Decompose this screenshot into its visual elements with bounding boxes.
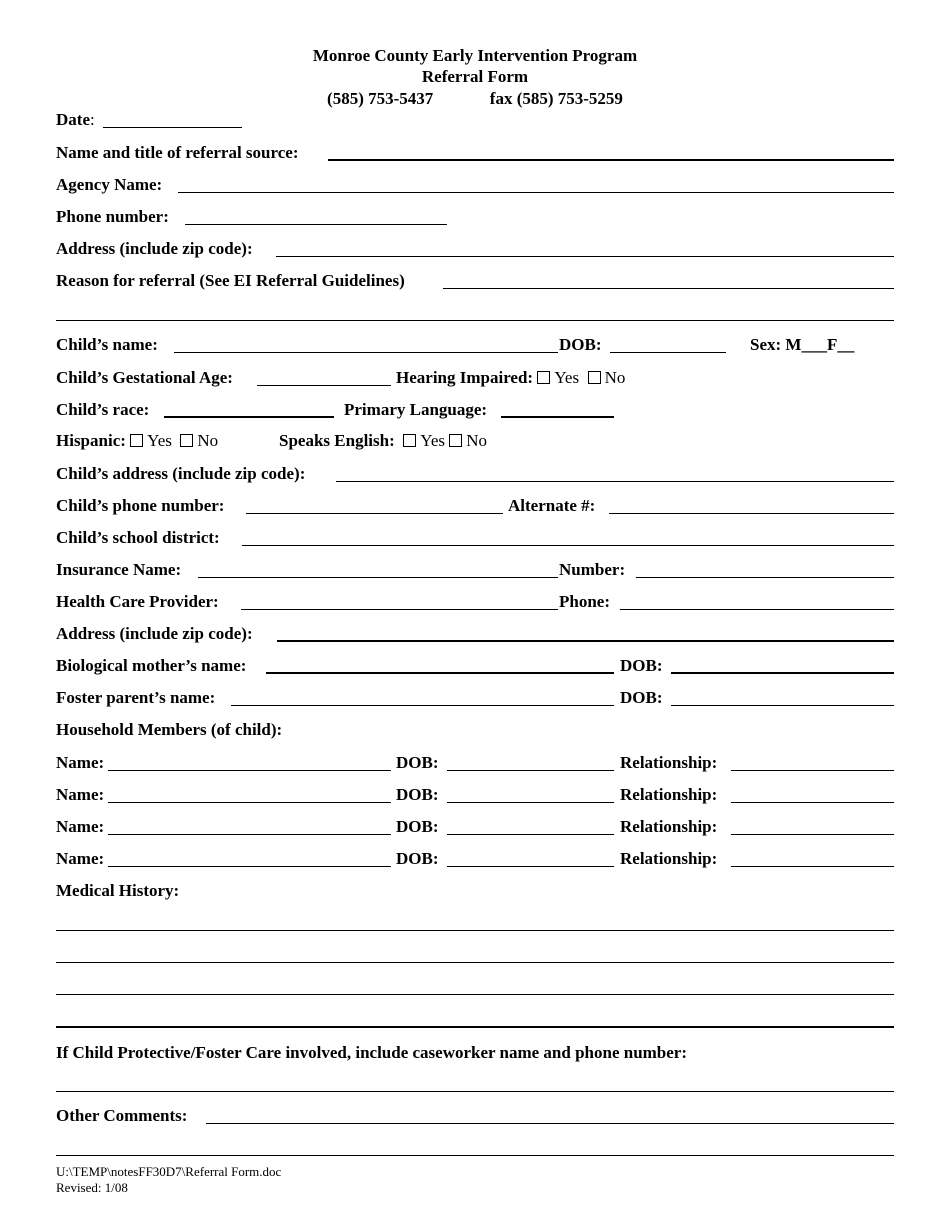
comments-label: Other Comments: [56, 1106, 188, 1125]
hispanic-yes-option[interactable]: Yes [130, 431, 172, 450]
gestational-age-label: Child’s Gestational Age: [56, 368, 233, 387]
form-title: Monroe County Early Intervention Program [312, 46, 638, 65]
hh-dob-field[interactable] [447, 834, 614, 835]
hh-name-field[interactable] [108, 802, 391, 803]
hh-name-label: Name: [56, 785, 105, 804]
household-row [56, 720, 894, 742]
hearing-no-option[interactable]: No [588, 368, 626, 387]
fax-number: fax (585) 753-5259 [489, 89, 623, 108]
checkbox-icon [130, 434, 143, 447]
reason-field-line-2[interactable] [56, 320, 894, 321]
insurance-number-label: Number: [559, 560, 626, 579]
medical-history-line[interactable] [56, 994, 894, 995]
foster-parent-row [56, 688, 894, 710]
hh-name-field[interactable] [108, 866, 391, 867]
hh-dob-field[interactable] [447, 866, 614, 867]
reason-label: Reason for referral (See EI Referral Guidelines) [56, 271, 405, 290]
cps-label: If Child Protective/Foster Care involved, include caseworker name and phone number: [56, 1043, 688, 1062]
foster-parent-dob-label: DOB: [620, 688, 663, 707]
checkbox-icon [537, 371, 550, 384]
speaks-english-label: Speaks English: [279, 431, 395, 450]
alternate-field[interactable] [609, 513, 894, 514]
bio-mother-label: Biological mother’s name: [56, 656, 247, 675]
cps-row [56, 1043, 894, 1065]
contact-line [0, 89, 950, 109]
english-no-option[interactable]: No [449, 431, 487, 450]
race-field[interactable] [164, 416, 334, 418]
household-member-row [56, 753, 894, 775]
gestational-age-field[interactable] [257, 385, 391, 386]
medical-history-row [56, 881, 894, 903]
hh-relationship-label: Relationship: [620, 753, 718, 772]
hh-dob-label: DOB: [396, 849, 439, 868]
child-address-row [56, 464, 894, 486]
hh-relationship-label: Relationship: [620, 849, 718, 868]
hh-dob-label: DOB: [396, 785, 439, 804]
phone-row [56, 207, 894, 229]
medical-history-label: Medical History: [56, 881, 180, 900]
hh-dob-field[interactable] [447, 770, 614, 771]
household-label: Household Members (of child): [56, 720, 283, 739]
child-name-row [56, 335, 894, 357]
file-path: U:\TEMP\notesFF30D7\Referral Form.doc [56, 1164, 282, 1179]
agency-row [56, 175, 894, 197]
hh-relationship-field[interactable] [731, 866, 894, 867]
referral-source-field[interactable] [328, 159, 894, 161]
child-name-field[interactable] [174, 352, 558, 353]
comments-row [56, 1106, 894, 1128]
referral-source-row [56, 143, 894, 165]
child-address-field[interactable] [336, 481, 894, 482]
hh-dob-field[interactable] [447, 802, 614, 803]
child-address-label: Child’s address (include zip code): [56, 464, 306, 483]
hh-name-label: Name: [56, 753, 105, 772]
provider-label: Health Care Provider: [56, 592, 219, 611]
medical-history-line[interactable] [56, 962, 894, 963]
medical-history-line[interactable] [56, 1026, 894, 1028]
bio-mother-row [56, 656, 894, 678]
cps-field[interactable] [56, 1091, 894, 1092]
hh-name-label: Name: [56, 849, 105, 868]
english-yes-option[interactable]: Yes [403, 431, 445, 450]
foster-parent-label: Foster parent’s name: [56, 688, 216, 707]
agency-field[interactable] [178, 192, 894, 193]
phone-field[interactable] [185, 224, 447, 225]
reason-field[interactable] [443, 288, 894, 289]
phone-number: (585) 753-5437 [327, 89, 434, 108]
child-phone-label: Child’s phone number: [56, 496, 225, 515]
foster-parent-dob-field[interactable] [671, 705, 894, 706]
bio-mother-dob-label: DOB: [620, 656, 663, 675]
gestational-row [56, 368, 894, 390]
school-district-field[interactable] [242, 545, 894, 546]
hispanic-label: Hispanic: [56, 431, 126, 450]
insurance-label: Insurance Name: [56, 560, 182, 579]
hispanic-row [56, 431, 894, 453]
revision-date: Revised: 1/08 [56, 1180, 128, 1195]
provider-phone-label: Phone: [559, 592, 610, 611]
checkbox-icon [403, 434, 416, 447]
alternate-label: Alternate #: [508, 496, 596, 515]
child-dob-field[interactable] [610, 352, 726, 353]
insurance-field[interactable] [198, 577, 558, 578]
comments-field-line-2[interactable] [56, 1155, 894, 1156]
hh-name-label: Name: [56, 817, 105, 836]
child-name-label: Child’s name: [56, 335, 158, 354]
insurance-row [56, 560, 894, 582]
household-member-row [56, 785, 894, 807]
hh-name-field[interactable] [108, 770, 391, 771]
household-member-row [56, 817, 894, 839]
hh-relationship-field[interactable] [731, 834, 894, 835]
hearing-impaired-label: Hearing Impaired: [396, 368, 534, 387]
bio-mother-dob-field[interactable] [671, 672, 894, 674]
provider-phone-field[interactable] [620, 609, 894, 610]
child-phone-row [56, 496, 894, 518]
hh-name-field[interactable] [108, 834, 391, 835]
primary-language-field[interactable] [501, 416, 614, 418]
hh-relationship-field[interactable] [731, 770, 894, 771]
provider-address-row [56, 624, 894, 646]
hh-dob-label: DOB: [396, 817, 439, 836]
hearing-yes-option[interactable]: Yes [537, 368, 579, 387]
school-district-row [56, 528, 894, 550]
hh-relationship-label: Relationship: [620, 817, 718, 836]
checkbox-icon [180, 434, 193, 447]
medical-history-line[interactable] [56, 930, 894, 931]
referral-source-label: Name and title of referral source: [56, 143, 299, 162]
date-row: Date: [56, 110, 894, 132]
hh-relationship-label: Relationship: [620, 785, 718, 804]
form-subtitle: Referral Form [421, 67, 529, 86]
school-district-label: Child’s school district: [56, 528, 220, 547]
hh-dob-label: DOB: [396, 753, 439, 772]
date-field[interactable] [103, 127, 242, 128]
foster-parent-field[interactable] [231, 705, 614, 706]
provider-row [56, 592, 894, 614]
insurance-number-field[interactable] [636, 577, 894, 578]
reason-row [56, 271, 894, 293]
agency-label: Agency Name: [56, 175, 163, 194]
child-dob-label: DOB: [559, 335, 602, 354]
phone-label: Phone number: [56, 207, 169, 226]
bio-mother-field[interactable] [266, 672, 614, 674]
race-row [56, 400, 894, 422]
sex-field[interactable]: Sex: M___F__ [750, 335, 855, 354]
provider-address-field[interactable] [277, 640, 894, 642]
primary-language-label: Primary Language: [344, 400, 488, 419]
address-row [56, 239, 894, 261]
address-label: Address (include zip code): [56, 239, 253, 258]
hispanic-no-option[interactable]: No [180, 431, 218, 450]
race-label: Child’s race: [56, 400, 150, 419]
household-member-row [56, 849, 894, 871]
address-field[interactable] [276, 256, 894, 257]
date-label: Date [56, 110, 90, 129]
provider-address-label: Address (include zip code): [56, 624, 253, 643]
checkbox-icon [449, 434, 462, 447]
child-phone-field[interactable] [246, 513, 503, 514]
hh-relationship-field[interactable] [731, 802, 894, 803]
provider-field[interactable] [241, 609, 558, 610]
checkbox-icon [588, 371, 601, 384]
comments-field[interactable] [206, 1123, 894, 1124]
